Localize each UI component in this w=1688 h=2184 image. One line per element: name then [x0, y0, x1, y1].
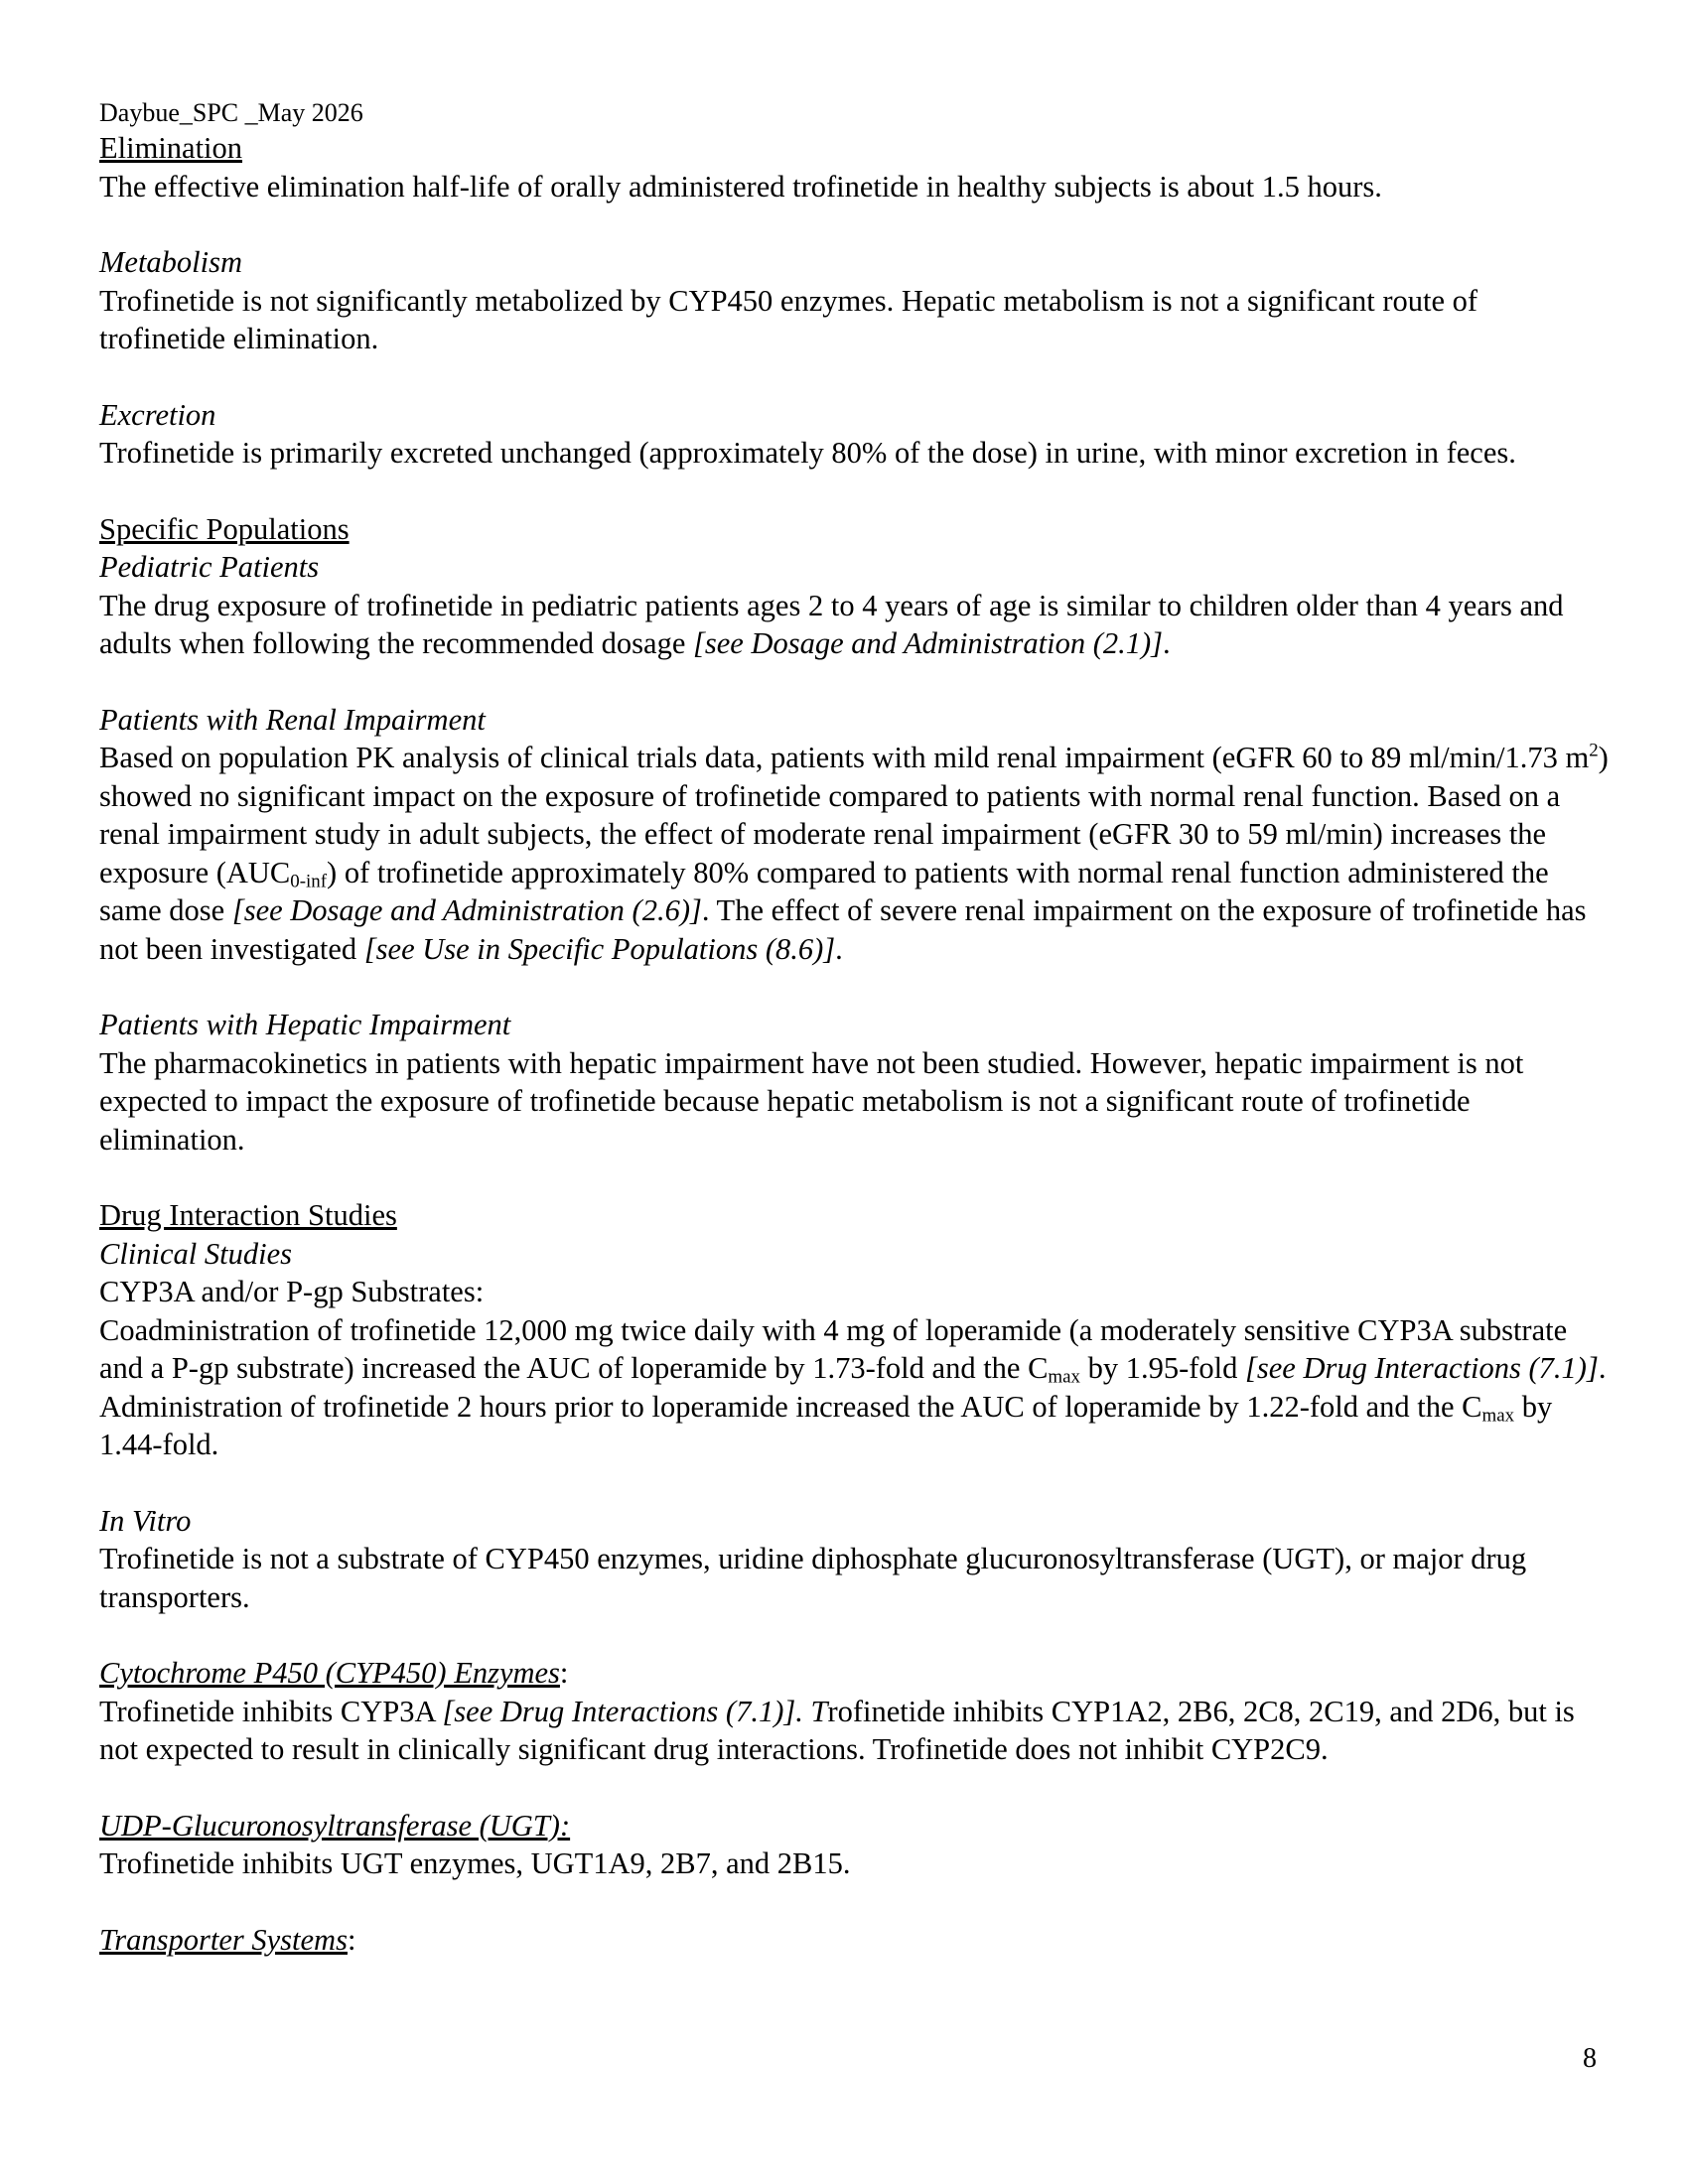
elimination-heading: Elimination [99, 131, 243, 165]
cyp3a-subheading: CYP3A and/or P-gp Substrates: [99, 1275, 485, 1308]
excretion-section [99, 396, 1609, 473]
transporter-heading: Transporter Systems [99, 1922, 348, 1957]
metabolism-section [99, 243, 1609, 358]
renal-heading: Patients with Renal Impairment [99, 702, 486, 737]
renal-subscript: 0-inf [290, 871, 328, 892]
excretion-heading: Excretion [99, 397, 216, 432]
metabolism-text: Trofinetide is not significantly metabolized by CYP450 enzymes. Hepatic metabolism is not a significant route of trofinetide elimination. [99, 283, 1478, 355]
cyp450-section [99, 1654, 1609, 1769]
drug-interaction-heading: Drug Interaction Studies [99, 1198, 397, 1232]
renal-text-4: . The effect of severe renal impairment on the exposure of trofinetide has not been investigated [99, 893, 1587, 966]
renal-text [99, 739, 1609, 968]
specific-populations-heading: Specific Populations [99, 511, 350, 546]
hepatic-heading: Patients with Hepatic Impairment [99, 1008, 511, 1041]
pediatric-body: The drug exposure of trofinetide in pediatric patients ages 2 to 4 years of age is similar to children older than 4 years and adults when following the recommended dosage [99, 588, 1564, 660]
renal-section [99, 701, 1609, 969]
renal-text-1: Based on population PK analysis of clinical trials data, patients with mild renal impairment (eGFR 60 to 89 ml/min/1.73 m [99, 741, 1590, 774]
cyp450-text-2: rofinetide inhibits CYP1A2, 2B6, 2C8, 2C19, and 2D6, but is not expected to result in clinically significant drug interactions. Trofinetide does not inhibit CYP2C9. [99, 1694, 1575, 1766]
cyp450-heading: Cytochrome P450 (CYP450) Enzymes [99, 1656, 560, 1690]
pediatric-end: . [1163, 626, 1171, 660]
excretion-text: Trofinetide is primarily excreted unchanged (approximately 80% of the dose) in urine, with minor excretion in feces. [99, 436, 1516, 470]
cyp450-text-1: Trofinetide inhibits CYP3A [99, 1694, 443, 1728]
pediatric-text [99, 587, 1609, 663]
renal-superscript: 2 [1589, 740, 1599, 761]
in-vitro-section [99, 1502, 1609, 1617]
ugt-heading: UDP-Glucuronosyltransferase (UGT): [99, 1808, 571, 1843]
document-page [99, 97, 1609, 1959]
pediatric-heading: Pediatric Patients [99, 550, 320, 584]
document-id: Daybue_SPC _May 2026 [99, 98, 363, 127]
clinical-reference: [see Drug Interactions (7.1)] [1245, 1351, 1599, 1385]
transporter-section [99, 1921, 1609, 1960]
metabolism-heading: Metabolism [99, 245, 243, 279]
ugt-text: Trofinetide inhibits UGT enzymes, UGT1A9, 2B7, and 2B15. [99, 1846, 851, 1880]
clinical-text-1: Coadministration of trofinetide 12,000 mg twice daily with 4 mg of loperamide (a moderately sensitive CYP3A substrate and a P-gp substrate) increased the AUC of loperamide by 1.73-fold and the C [99, 1312, 1568, 1385]
ugt-heading-line [99, 1807, 1609, 1845]
clinical-studies-text [99, 1311, 1609, 1464]
elimination-section [99, 129, 1609, 205]
pediatric-reference: [see Dosage and Administration (2.1)] [692, 626, 1164, 660]
hepatic-text: The pharmacokinetics in patients with hepatic impairment have not been studied. However, hepatic impairment is not expected to impact the exposure of trofinetide because hepatic metabolism is not a significant route of trofinetide elimination. [99, 1045, 1524, 1157]
clinical-studies-heading: Clinical Studies [99, 1236, 293, 1271]
clinical-text-2: by 1.95-fold [1079, 1351, 1246, 1385]
transporter-heading-line [99, 1921, 1609, 1960]
in-vitro-text: Trofinetide is not a substrate of CYP450 enzymes, uridine diphosphate glucuronosyltransferase (UGT), or major drug transporters. [99, 1542, 1527, 1614]
renal-text-2: ) showed no significant impact on the exposure of trofinetide compared to patients with normal renal function. Based on a renal impairment study in adult subjects, the effect of moderate renal impairment (eGFR 30 to 59 ml/min) increases the exposure (AUC [99, 741, 1609, 889]
cyp450-colon: : [559, 1656, 569, 1690]
renal-text-3: ) of trofinetide approximately 80% compared to patients with normal renal function administered the same dose [99, 855, 1549, 927]
hepatic-section [99, 1006, 1609, 1159]
cyp450-text [99, 1693, 1609, 1769]
renal-reference-2: [see Use in Specific Populations (8.6)] [363, 931, 836, 966]
renal-end: . [835, 931, 843, 966]
in-vitro-heading: In Vitro [99, 1503, 192, 1538]
cyp450-heading-line [99, 1654, 1609, 1693]
cyp450-reference: [see Drug Interactions (7.1)]. T [442, 1694, 828, 1728]
clinical-text-3: . Administration of trofinetide 2 hours prior to loperamide increased the AUC of loperamide by 1.22-fold and the C [99, 1351, 1607, 1424]
cmax-subscript-1: max [1048, 1366, 1080, 1388]
transporter-colon: : [347, 1922, 356, 1957]
clinical-text-4: by 1.44-fold. [99, 1389, 1553, 1461]
cmax-subscript-2: max [1481, 1405, 1515, 1427]
renal-reference-1: [see Dosage and Administration (2.6)] [231, 893, 702, 927]
ugt-section [99, 1807, 1609, 1883]
pediatric-section [99, 510, 1609, 663]
clinical-studies-section [99, 1196, 1609, 1464]
elimination-text: The effective elimination half-life of orally administered trofinetide in healthy subjects is about 1.5 hours. [99, 169, 1382, 204]
page-number: 8 [1583, 2043, 1597, 2074]
